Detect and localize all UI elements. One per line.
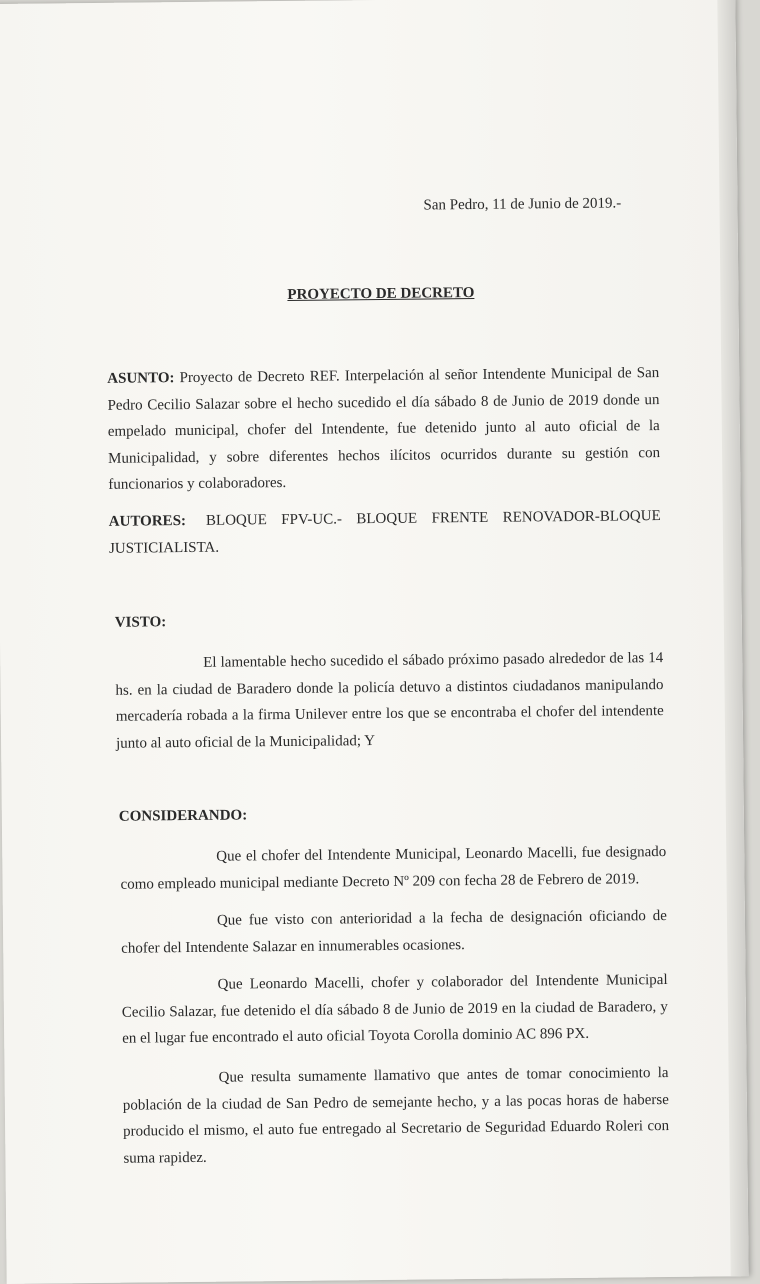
visto-paragraph: El lamentable hecho sucedido el sábado próximo pasado alrededor de las 14 hs. en la ciudad de Baradero donde la policía detuvo a distintos ciudadanos manipulando mercadería robada a la firma Unilever entre los que se encontraba el chofer del intendente junto al auto oficial de la Municipalidad; Y bbox=[115, 650, 664, 752]
considerando-heading: CONSIDERANDO: bbox=[118, 807, 248, 825]
autores-text: BLOQUE FPV-UC.- BLOQUE FRENTE RENOVADOR-BLOQUE JUSTICIALISTA. bbox=[108, 508, 661, 557]
autores-section bbox=[109, 503, 662, 562]
considerando-paragraph: Que fue visto con anterioridad a la fecha de designación oficiando de chofer del Intendente Salazar en innumerables ocasiones. bbox=[121, 908, 667, 957]
visto-heading: VISTO: bbox=[114, 614, 167, 631]
asunto-section bbox=[107, 360, 660, 498]
considerando-paragraph: Que Leonardo Macelli, chofer y colaborador del Intendente Municipal Cecilio Salazar, fue detenido el día sábado 8 de Junio de 2019 en la ciudad de Baradero, y en el lugar fue encontrado el auto oficial Toyota Corolla dominio AC 896 PX. bbox=[121, 972, 668, 1047]
considerando-paragraph: Que resulta sumamente llamativo que antes de tomar conocimiento la población de la ciudad de San Pedro de semejante hecho, y a las pocas horas de haberse producido el mismo, el auto fue entregado al Secretario de Seguridad Eduardo Roleri con suma rapidez. bbox=[122, 1065, 670, 1167]
autores-label: AUTORES: bbox=[108, 513, 187, 530]
considerando-paragraph: Que el chofer del Intendente Municipal, Leonardo Macelli, fue designado como empleado municipal mediante Decreto Nº 209 con fecha 28 de Febrero de 2019. bbox=[120, 844, 667, 893]
asunto-text: Proyecto de Decreto REF. Interpelación al señor Intendente Municipal de San Pedro Cecilio Salazar sobre el hecho sucedido el día sábado 8 de Junio de 2019 donde un empelado municipal, chofer del Intendente, fue detenido junto al auto oficial de la Municipalidad, y sobre diferentes hechos ilícitos ocurridos durante su gestión con funcionarios y colaboradores. bbox=[107, 365, 661, 493]
page-edge bbox=[717, 0, 748, 1276]
document-date: San Pedro, 11 de Junio de 2019.- bbox=[423, 195, 622, 214]
document-title: PROYECTO DE DECRETO bbox=[287, 284, 475, 303]
asunto-label: ASUNTO: bbox=[107, 370, 175, 387]
